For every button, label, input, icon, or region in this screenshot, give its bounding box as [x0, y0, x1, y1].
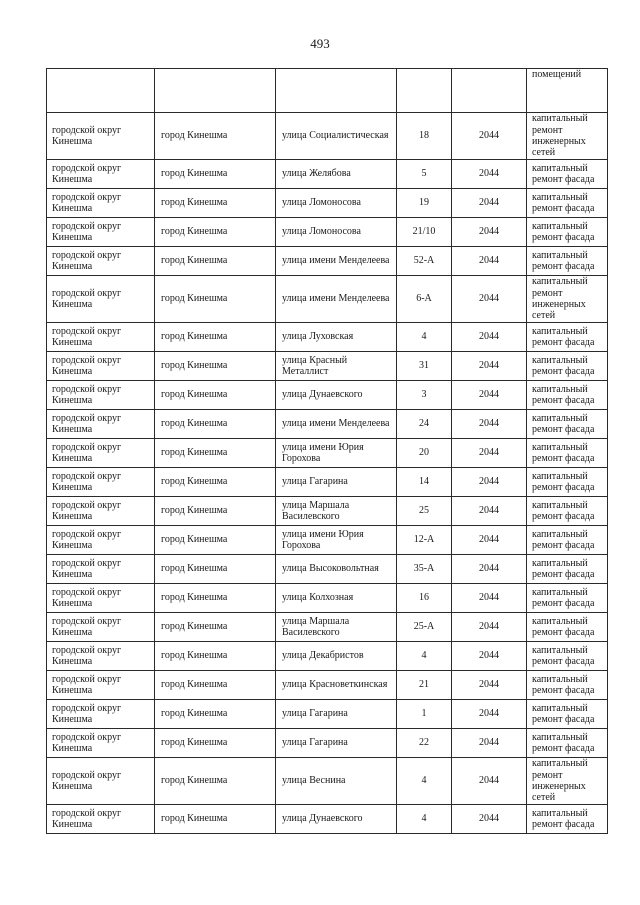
table-row: [47, 247, 608, 276]
work-type-cell: капитальный ремонт фасада: [527, 352, 608, 381]
settlement-cell: город Кинешма: [155, 381, 276, 410]
work-type-cell: капитальный ремонт фасада: [527, 189, 608, 218]
work-type-cell: капитальный ремонт инженерных сетей: [527, 758, 608, 805]
house-number-cell: 14: [397, 468, 452, 497]
work-type-cell: капитальный ремонт фасада: [527, 584, 608, 613]
municipality-cell: городской округ Кинешма: [47, 113, 155, 160]
year-cell: [452, 69, 527, 113]
street-cell: улица Луховская: [276, 323, 397, 352]
street-cell: улица Маршала Василевского: [276, 497, 397, 526]
year-cell: 2044: [452, 468, 527, 497]
municipality-cell: городской округ Кинешма: [47, 247, 155, 276]
settlement-cell: город Кинешма: [155, 468, 276, 497]
table-row: [47, 468, 608, 497]
street-cell: улица Красноветкинская: [276, 671, 397, 700]
street-cell: улица Гагарина: [276, 468, 397, 497]
year-cell: 2044: [452, 526, 527, 555]
table-row: [47, 584, 608, 613]
municipality-cell: городской округ Кинешма: [47, 613, 155, 642]
work-type-cell: капитальный ремонт фасада: [527, 160, 608, 189]
municipality-cell: городской округ Кинешма: [47, 468, 155, 497]
work-type-cell: капитальный ремонт фасада: [527, 805, 608, 834]
year-cell: 2044: [452, 642, 527, 671]
street-cell: улица Желябова: [276, 160, 397, 189]
municipality-cell: городской округ Кинешма: [47, 758, 155, 805]
work-type-cell: капитальный ремонт фасада: [527, 729, 608, 758]
street-cell: улица Гагарина: [276, 729, 397, 758]
year-cell: 2044: [452, 497, 527, 526]
municipality-cell: городской округ Кинешма: [47, 497, 155, 526]
house-number-cell: 24: [397, 410, 452, 439]
municipality-cell: городской округ Кинешма: [47, 189, 155, 218]
year-cell: 2044: [452, 729, 527, 758]
work-type-cell: капитальный ремонт фасада: [527, 323, 608, 352]
table-row: [47, 160, 608, 189]
table-row: [47, 352, 608, 381]
work-type-cell: капитальный ремонт фасада: [527, 497, 608, 526]
municipality-cell: городской округ Кинешма: [47, 555, 155, 584]
house-number-cell: 31: [397, 352, 452, 381]
street-cell: улица имени Юрия Горохова: [276, 439, 397, 468]
work-type-cell: капитальный ремонт фасада: [527, 468, 608, 497]
house-number-cell: 21/10: [397, 218, 452, 247]
year-cell: 2044: [452, 352, 527, 381]
municipality-cell: городской округ Кинешма: [47, 323, 155, 352]
year-cell: 2044: [452, 805, 527, 834]
table-row-continuation: [47, 69, 608, 113]
year-cell: 2044: [452, 410, 527, 439]
house-number-cell: 22: [397, 729, 452, 758]
street-cell: улица имени Менделеева: [276, 247, 397, 276]
settlement-cell: город Кинешма: [155, 526, 276, 555]
street-cell: улица Социалистическая: [276, 113, 397, 160]
house-number-cell: 35-А: [397, 555, 452, 584]
house-number-cell: 4: [397, 323, 452, 352]
settlement-cell: город Кинешма: [155, 352, 276, 381]
house-number-cell: 4: [397, 642, 452, 671]
table-row: [47, 497, 608, 526]
work-type-cell: капитальный ремонт фасада: [527, 642, 608, 671]
municipality-cell: городской округ Кинешма: [47, 439, 155, 468]
street-cell: улица Ломоносова: [276, 218, 397, 247]
municipality-cell: городской округ Кинешма: [47, 584, 155, 613]
table-row: [47, 613, 608, 642]
table-row: [47, 113, 608, 160]
work-type-cell: капитальный ремонт фасада: [527, 218, 608, 247]
table-row: [47, 671, 608, 700]
municipality-cell: городской округ Кинешма: [47, 671, 155, 700]
settlement-cell: город Кинешма: [155, 671, 276, 700]
municipality-cell: городской округ Кинешма: [47, 642, 155, 671]
settlement-cell: [155, 69, 276, 113]
municipality-cell: городской округ Кинешма: [47, 276, 155, 323]
street-cell: улица имени Менделеева: [276, 276, 397, 323]
work-type-cell: капитальный ремонт фасада: [527, 381, 608, 410]
municipality-cell: городской округ Кинешма: [47, 410, 155, 439]
house-number-cell: 3: [397, 381, 452, 410]
settlement-cell: город Кинешма: [155, 439, 276, 468]
table-row: [47, 410, 608, 439]
house-number-cell: 6-А: [397, 276, 452, 323]
settlement-cell: город Кинешма: [155, 113, 276, 160]
work-type-cell: капитальный ремонт фасада: [527, 671, 608, 700]
year-cell: 2044: [452, 700, 527, 729]
settlement-cell: город Кинешма: [155, 805, 276, 834]
street-cell: улица Веснина: [276, 758, 397, 805]
street-cell: улица Колхозная: [276, 584, 397, 613]
year-cell: 2044: [452, 218, 527, 247]
municipality-cell: [47, 69, 155, 113]
settlement-cell: город Кинешма: [155, 323, 276, 352]
year-cell: 2044: [452, 584, 527, 613]
settlement-cell: город Кинешма: [155, 247, 276, 276]
street-cell: улица Маршала Василевского: [276, 613, 397, 642]
table-row: [47, 526, 608, 555]
settlement-cell: город Кинешма: [155, 218, 276, 247]
settlement-cell: город Кинешма: [155, 700, 276, 729]
settlement-cell: город Кинешма: [155, 410, 276, 439]
municipality-cell: городской округ Кинешма: [47, 729, 155, 758]
municipality-cell: городской округ Кинешма: [47, 526, 155, 555]
street-cell: улица Декабристов: [276, 642, 397, 671]
house-number-cell: [397, 69, 452, 113]
work-type-cell: капитальный ремонт фасада: [527, 410, 608, 439]
repair-schedule-table: [46, 68, 608, 834]
street-cell: улица Высоковольтная: [276, 555, 397, 584]
year-cell: 2044: [452, 113, 527, 160]
table-row: [47, 381, 608, 410]
work-type-cell: помещений: [527, 69, 608, 113]
table-row: [47, 276, 608, 323]
settlement-cell: город Кинешма: [155, 189, 276, 218]
work-type-cell: капитальный ремонт фасада: [527, 439, 608, 468]
table-row: [47, 439, 608, 468]
table-row: [47, 729, 608, 758]
work-type-cell: капитальный ремонт инженерных сетей: [527, 276, 608, 323]
house-number-cell: 19: [397, 189, 452, 218]
settlement-cell: город Кинешма: [155, 758, 276, 805]
year-cell: 2044: [452, 160, 527, 189]
year-cell: 2044: [452, 247, 527, 276]
settlement-cell: город Кинешма: [155, 497, 276, 526]
street-cell: улица имени Менделеева: [276, 410, 397, 439]
work-type-cell: капитальный ремонт фасада: [527, 555, 608, 584]
year-cell: 2044: [452, 323, 527, 352]
table-row: [47, 323, 608, 352]
house-number-cell: 18: [397, 113, 452, 160]
street-cell: улица Дунаевского: [276, 381, 397, 410]
municipality-cell: городской округ Кинешма: [47, 218, 155, 247]
house-number-cell: 5: [397, 160, 452, 189]
settlement-cell: город Кинешма: [155, 160, 276, 189]
year-cell: 2044: [452, 555, 527, 584]
street-cell: улица Ломоносова: [276, 189, 397, 218]
municipality-cell: городской округ Кинешма: [47, 352, 155, 381]
settlement-cell: город Кинешма: [155, 276, 276, 323]
municipality-cell: городской округ Кинешма: [47, 381, 155, 410]
house-number-cell: 25: [397, 497, 452, 526]
year-cell: 2044: [452, 758, 527, 805]
work-type-cell: капитальный ремонт инженерных сетей: [527, 113, 608, 160]
municipality-cell: городской округ Кинешма: [47, 700, 155, 729]
year-cell: 2044: [452, 381, 527, 410]
house-number-cell: 4: [397, 805, 452, 834]
house-number-cell: 52-А: [397, 247, 452, 276]
table-row: [47, 700, 608, 729]
table-row: [47, 758, 608, 805]
house-number-cell: 20: [397, 439, 452, 468]
settlement-cell: город Кинешма: [155, 555, 276, 584]
table-row: [47, 555, 608, 584]
page-number: 493: [310, 36, 330, 51]
year-cell: 2044: [452, 613, 527, 642]
year-cell: 2044: [452, 189, 527, 218]
house-number-cell: 16: [397, 584, 452, 613]
settlement-cell: город Кинешма: [155, 729, 276, 758]
house-number-cell: 4: [397, 758, 452, 805]
work-type-cell: капитальный ремонт фасада: [527, 247, 608, 276]
settlement-cell: город Кинешма: [155, 584, 276, 613]
settlement-cell: город Кинешма: [155, 613, 276, 642]
table-row: [47, 642, 608, 671]
work-type-cell: капитальный ремонт фасада: [527, 700, 608, 729]
municipality-cell: городской округ Кинешма: [47, 160, 155, 189]
street-cell: улица Гагарина: [276, 700, 397, 729]
house-number-cell: 25-А: [397, 613, 452, 642]
table-row: [47, 805, 608, 834]
house-number-cell: 12-А: [397, 526, 452, 555]
street-cell: улица имени Юрия Горохова: [276, 526, 397, 555]
house-number-cell: 21: [397, 671, 452, 700]
year-cell: 2044: [452, 439, 527, 468]
street-cell: [276, 69, 397, 113]
street-cell: улица Дунаевского: [276, 805, 397, 834]
settlement-cell: город Кинешма: [155, 642, 276, 671]
work-type-cell: капитальный ремонт фасада: [527, 526, 608, 555]
year-cell: 2044: [452, 671, 527, 700]
house-number-cell: 1: [397, 700, 452, 729]
street-cell: улица Красный Металлист: [276, 352, 397, 381]
work-type-cell: капитальный ремонт фасада: [527, 613, 608, 642]
year-cell: 2044: [452, 276, 527, 323]
municipality-cell: городской округ Кинешма: [47, 805, 155, 834]
table-row: [47, 189, 608, 218]
table-row: [47, 218, 608, 247]
